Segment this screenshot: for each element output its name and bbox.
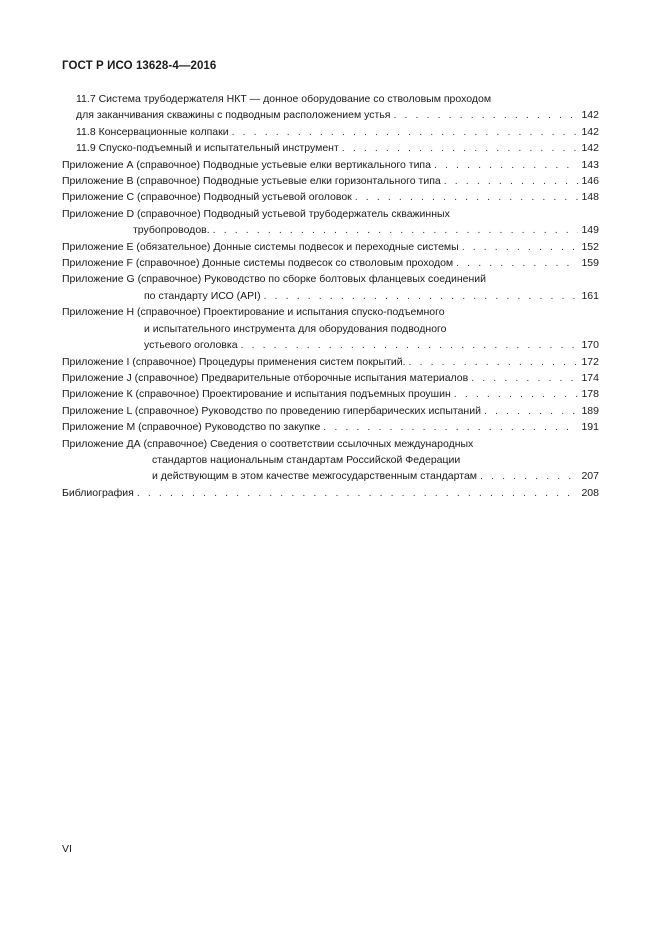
- toc-entry-annex-g-cont: [62, 288, 599, 304]
- toc-entry-11-9: [62, 140, 599, 156]
- dot-leader: [342, 140, 578, 156]
- toc-page-number: 191: [581, 421, 599, 434]
- dot-leader: [213, 222, 578, 238]
- toc-entry-11-7: [62, 91, 599, 107]
- toc-entry-text: трубопроводов.: [133, 224, 210, 237]
- toc-entry-text: Приложение J (справочное) Предварительные отборочные испытания материалов: [62, 371, 469, 384]
- dot-leader: [444, 173, 578, 189]
- toc-page-number: 142: [581, 142, 599, 155]
- toc-entry-annex-a: [62, 157, 599, 173]
- toc-page-number: 142: [581, 109, 599, 122]
- toc-page-number: 142: [581, 125, 599, 138]
- toc-entry-annex-da: [62, 436, 599, 452]
- toc-entry-text: 11.8 Консервационные колпаки: [76, 125, 229, 138]
- toc-entry-annex-h-cont2: [62, 337, 599, 353]
- toc-entry-bibliography: [62, 485, 599, 501]
- toc-entry-text: Приложение Н (справочное) Проектирование и испытания спуско-подъемного: [62, 306, 445, 319]
- toc-page-number: 161: [581, 289, 599, 302]
- toc-page-number: 146: [581, 175, 599, 188]
- dot-leader: [434, 157, 578, 173]
- dot-leader: [232, 124, 578, 140]
- toc-page-number: 148: [581, 191, 599, 204]
- toc-entry-text: 11.7 Система трубодержателя НКТ — донное оборудование со стволовым проходом: [76, 93, 492, 105]
- toc-page-number: 149: [581, 224, 599, 237]
- toc-page-number: 208: [581, 486, 599, 499]
- toc-entry-11-8: [62, 124, 599, 140]
- toc-entry-text: Приложение L (справочное) Руководство по проведению гипербарических испытаний: [62, 404, 481, 417]
- dot-leader: [137, 485, 578, 501]
- document-header: ГОСТ Р ИСО 13628-4—2016: [62, 60, 217, 72]
- dot-leader: [484, 403, 578, 419]
- dot-leader: [323, 419, 578, 435]
- dot-leader: [355, 189, 578, 205]
- toc-page-number: 143: [581, 158, 599, 171]
- toc-entry-text: и испытательного инструмента для оборудования подводного: [144, 322, 447, 335]
- toc-entry-annex-i: [62, 354, 599, 370]
- toc-page-number: 189: [581, 404, 599, 417]
- toc-entry-annex-c: [62, 189, 599, 205]
- toc-entry-text: Приложение I (справочное) Процедуры применения систем покрытий.: [62, 355, 406, 368]
- toc-entry-text: по стандарту ИСО (API): [144, 289, 261, 302]
- toc-entry-annex-da-cont1: [62, 452, 599, 468]
- toc-page-number: 178: [581, 388, 599, 401]
- toc-entry-annex-k: [62, 386, 599, 402]
- dot-leader: [456, 255, 578, 271]
- dot-leader: [241, 337, 578, 353]
- dot-leader: [471, 370, 578, 386]
- toc-entry-annex-j: [62, 370, 599, 386]
- toc-entry-text: 11.9 Спуско-подъемный и испытательный инструмент: [76, 142, 339, 155]
- dot-leader: [462, 239, 578, 255]
- toc-entry-annex-h-cont1: [62, 321, 599, 337]
- toc-entry-annex-b: [62, 173, 599, 189]
- toc-entry-annex-e: [62, 239, 599, 255]
- toc-entry-text: Приложение М (справочное) Руководство по закупке: [62, 421, 321, 434]
- toc-entry-text: Приложение D (справочное) Подводный устьевой трубодержатель скважинных: [62, 207, 450, 220]
- toc-entry-text: и действующим в этом качестве межгосударственным стандартам: [152, 470, 477, 483]
- table-of-contents: [62, 91, 599, 501]
- toc-entry-text: Приложение ДА (справочное) Сведения о соответствии ссылочных международных: [62, 437, 474, 450]
- toc-page-number: 159: [581, 257, 599, 270]
- toc-entry-text: Приложение Е (обязательное) Донные системы подвесок и переходные системы: [62, 240, 459, 253]
- toc-entry-text: Приложение G (справочное) Руководство по сборке болтовых фланцевых соединений: [62, 273, 487, 286]
- toc-entry-annex-g: [62, 271, 599, 287]
- toc-entry-text: Приложение К (справочное) Проектирование и испытания подъемных проушин: [62, 388, 451, 401]
- toc-entry-annex-d: [62, 206, 599, 222]
- toc-entry-text: Приложение А (справочное) Подводные устьевые елки вертикального типа: [62, 158, 431, 171]
- dot-leader: [409, 354, 578, 370]
- toc-entry-text: Приложение С (справочное) Подводный устьевой оголовок: [62, 191, 352, 204]
- toc-entry-annex-h: [62, 304, 599, 320]
- toc-entry-annex-da-cont2: [62, 468, 599, 484]
- page-number: VI: [62, 843, 72, 855]
- toc-entry-text: Библиография: [62, 486, 134, 499]
- toc-entry-annex-m: [62, 419, 599, 435]
- toc-page-number: 152: [581, 240, 599, 253]
- toc-page-number: 172: [581, 355, 599, 368]
- toc-entry-text: для заканчивания скважины с подводным расположением устья: [76, 109, 391, 122]
- dot-leader: [454, 386, 578, 402]
- toc-entry-11-7-cont: [62, 107, 599, 123]
- toc-entry-annex-d-cont: [62, 222, 599, 238]
- toc-entry-text: устьевого оголовка: [144, 339, 238, 352]
- toc-entry-text: Приложение В (справочное) Подводные устьевые елки горизонтального типа: [62, 175, 441, 188]
- dot-leader: [393, 107, 578, 123]
- toc-page-number: 174: [581, 371, 599, 384]
- toc-entry-annex-l: [62, 403, 599, 419]
- toc-entry-annex-f: [62, 255, 599, 271]
- dot-leader: [264, 288, 578, 304]
- toc-page-number: 170: [581, 339, 599, 352]
- dot-leader: [480, 468, 578, 484]
- toc-entry-text: стандартов национальным стандартам Российской Федерации: [152, 453, 461, 466]
- toc-page-number: 207: [581, 470, 599, 483]
- toc-entry-text: Приложение F (справочное) Донные системы подвесок со стволовым проходом: [62, 257, 454, 270]
